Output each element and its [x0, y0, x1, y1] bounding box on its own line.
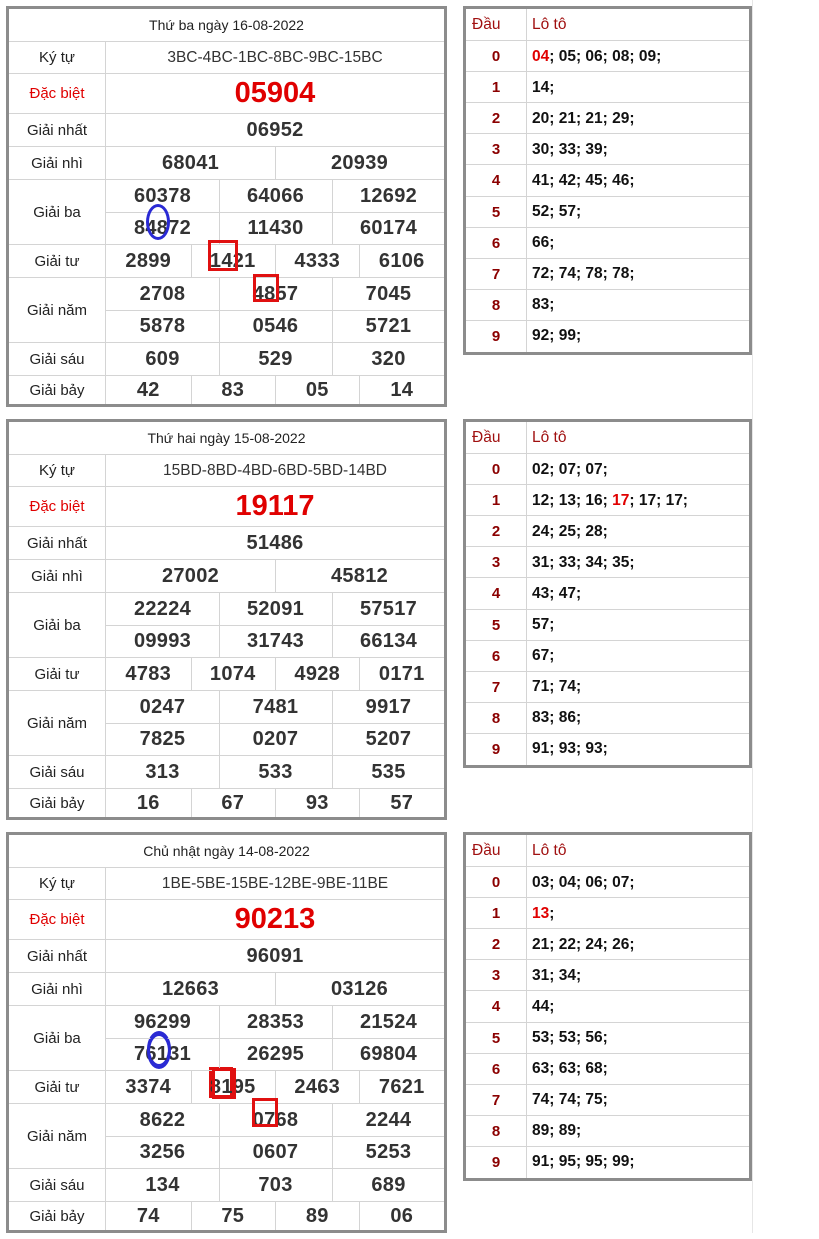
- loto-value-list: 03; 04; 06; 07;: [532, 873, 635, 891]
- series-code: 15BD-8BD-4BD-6BD-5BD-14BD: [163, 461, 387, 479]
- loto-head-digit: 8: [491, 709, 501, 727]
- special-prize-number: 19117: [235, 490, 315, 522]
- loto-column-separator: [526, 422, 527, 765]
- loto-head-digit: 2: [491, 523, 501, 541]
- draw-block: [0, 826, 819, 1239]
- loto-value-list: 83; 86;: [532, 709, 582, 727]
- sixth-prize-number: 320: [371, 347, 406, 370]
- loto-values: [532, 1147, 635, 1178]
- fifth-prize-number: 0607: [252, 1140, 299, 1163]
- loto-head-digit: 2: [491, 110, 501, 128]
- loto-values: [532, 1023, 608, 1054]
- fifth-prize-number: 5207: [365, 727, 412, 750]
- loto-special-value: 17: [612, 491, 630, 509]
- loto-head-digit: 9: [491, 740, 501, 758]
- loto-head-digit: 1: [491, 905, 501, 923]
- label-giai-nhi: Giải nhì: [31, 980, 83, 998]
- loto-values: [532, 1085, 608, 1116]
- seventh-prize-number: 74: [136, 1204, 160, 1227]
- draw-date-title: Chủ nhật ngày 14-08-2022: [143, 843, 310, 859]
- fifth-prize-number: 5721: [365, 314, 412, 337]
- third-prize-number: 09993: [133, 629, 192, 652]
- loto-column-separator: [526, 9, 527, 352]
- loto-value-list: 14;: [532, 78, 555, 96]
- result-table: [6, 419, 447, 820]
- loto-head-digit: 8: [491, 1122, 501, 1140]
- loto-head-digit: 4: [491, 172, 501, 190]
- label-ky-tu: Ký tự: [39, 875, 75, 892]
- third-prize-number: 12692: [359, 184, 418, 207]
- loto-value-list: 31; 34;: [532, 966, 582, 984]
- loto-value-list: ;: [549, 904, 555, 922]
- series-code: 3BC-4BC-1BC-8BC-9BC-15BC: [167, 48, 383, 66]
- draw-block: [0, 413, 819, 826]
- loto-table: [463, 832, 752, 1181]
- third-prize-number: 57517: [359, 597, 418, 620]
- loto-head-digit: 6: [491, 1060, 501, 1078]
- label-giai-ba: Giải ba: [33, 1029, 81, 1047]
- loto-values: [532, 41, 661, 72]
- series-code: 1BE-5BE-15BE-12BE-9BE-11BE: [161, 874, 389, 892]
- second-prize-number: 20939: [330, 151, 389, 174]
- third-prize-number: 52091: [246, 597, 305, 620]
- fourth-prize-number: 4333: [294, 249, 341, 272]
- first-prize-number: 96091: [246, 944, 304, 967]
- loto-head-digit: 4: [491, 585, 501, 603]
- draw-block: [0, 0, 819, 413]
- fourth-prize-number: 4783: [125, 662, 172, 685]
- loto-values: [532, 103, 635, 134]
- loto-value-list: 02; 07; 07;: [532, 460, 608, 478]
- loto-special-value: 13: [532, 904, 550, 922]
- draw-date-title: Thứ hai ngày 15-08-2022: [147, 430, 306, 446]
- loto-values: [532, 672, 581, 703]
- seventh-prize-number: 93: [305, 791, 329, 814]
- label-giai-nam: Giải năm: [26, 1127, 88, 1145]
- loto-values: [532, 134, 608, 165]
- loto-values: [532, 991, 554, 1022]
- fourth-prize-number: 1074: [209, 662, 256, 685]
- sixth-prize-number: 313: [145, 760, 180, 783]
- loto-value-list: 12; 13; 16;: [532, 491, 613, 509]
- loto-head-digit: 8: [491, 296, 501, 314]
- label-giai-bay: Giải bảy: [29, 794, 85, 812]
- loto-value-list: 44;: [532, 997, 555, 1015]
- label-ky-tu: Ký tự: [39, 462, 75, 479]
- seventh-prize-number: 57: [390, 791, 414, 814]
- loto-values: [532, 72, 554, 103]
- loto-value-list: 83;: [532, 296, 555, 314]
- third-prize-number: 84872: [133, 216, 192, 239]
- loto-value-list: 72; 74; 78; 78;: [532, 265, 635, 283]
- seventh-prize-number: 75: [221, 1204, 245, 1227]
- third-prize-number: 21524: [359, 1010, 418, 1033]
- loto-head-digit: 2: [491, 936, 501, 954]
- third-prize-number: 66134: [359, 629, 418, 652]
- loto-head-digit: 0: [491, 48, 501, 65]
- second-prize-number: 45812: [330, 564, 389, 587]
- loto-value-list: 21; 22; 24; 26;: [532, 935, 635, 953]
- loto-head-digit: 7: [491, 1091, 501, 1109]
- loto-values: [532, 578, 581, 609]
- loto-values: [532, 321, 581, 352]
- seventh-prize-number: 83: [221, 378, 245, 401]
- third-prize-number: 22224: [133, 597, 192, 620]
- loto-value-list: 57;: [532, 616, 555, 633]
- loto-value-list: 89; 89;: [532, 1122, 582, 1140]
- loto-value-list: ; 17; 17;: [629, 491, 688, 509]
- result-table: [6, 6, 447, 407]
- loto-values: [532, 290, 554, 321]
- second-prize-number: 12663: [161, 977, 220, 1000]
- fourth-prize-number: 7621: [378, 1075, 425, 1098]
- label-ky-tu: Ký tự: [39, 49, 75, 66]
- label-giai-nhi: Giải nhì: [31, 567, 83, 585]
- sixth-prize-number: 609: [145, 347, 180, 370]
- third-prize-number: 28353: [246, 1010, 305, 1033]
- label-giai-tu: Giải tư: [34, 1078, 80, 1096]
- loto-values: [532, 516, 608, 547]
- seventh-prize-number: 67: [221, 791, 245, 814]
- loto-head-digit: 6: [491, 234, 501, 252]
- loto-head-digit: 5: [491, 616, 501, 634]
- loto-value-list: 24; 25; 28;: [532, 522, 608, 540]
- second-prize-number: 68041: [161, 151, 220, 174]
- loto-values: [532, 1116, 581, 1147]
- loto-head-digit: 5: [491, 203, 501, 221]
- fifth-prize-number: 8622: [139, 1108, 186, 1131]
- loto-head-digit: 9: [491, 327, 501, 345]
- fourth-prize-number: 1421: [209, 249, 256, 272]
- loto-head-digit: 9: [491, 1153, 501, 1171]
- loto-head-digit: 1: [491, 492, 501, 510]
- loto-values: [532, 898, 554, 929]
- draw-date-title: Thứ ba ngày 16-08-2022: [149, 17, 304, 33]
- third-prize-number: 69804: [359, 1042, 418, 1065]
- seventh-prize-number: 89: [305, 1204, 329, 1227]
- label-giai-nhat: Giải nhất: [26, 947, 88, 965]
- first-prize-number: 51486: [246, 531, 304, 554]
- label-dac-biet: Đặc biệt: [29, 911, 85, 928]
- label-giai-bay: Giải bảy: [29, 1207, 85, 1225]
- loto-value-list: 74; 74; 75;: [532, 1091, 608, 1109]
- loto-value-list: 92; 99;: [532, 327, 582, 345]
- loto-value-list: 30; 33; 39;: [532, 140, 608, 158]
- sixth-prize-number: 134: [145, 1173, 180, 1196]
- loto-value-list: 91; 93; 93;: [532, 740, 608, 758]
- loto-values: [532, 734, 608, 765]
- sixth-prize-number: 689: [371, 1173, 406, 1196]
- sixth-prize-number: 703: [258, 1173, 293, 1196]
- fourth-prize-number: 8195: [209, 1075, 256, 1098]
- fifth-prize-number: 2244: [365, 1108, 412, 1131]
- loto-value-list: 66;: [532, 234, 555, 252]
- fifth-prize-number: 2708: [139, 282, 186, 305]
- loto-value-list: 63; 63; 68;: [532, 1060, 608, 1078]
- loto-values: [532, 259, 635, 290]
- fifth-prize-number: 3256: [139, 1140, 186, 1163]
- loto-value-list: 91; 95; 95; 99;: [532, 1153, 635, 1171]
- loto-head-digit: 3: [491, 141, 501, 159]
- loto-values: [532, 641, 554, 672]
- third-prize-number: 31743: [246, 629, 305, 652]
- loto-table: [463, 6, 752, 355]
- label-giai-nhi: Giải nhì: [31, 154, 83, 172]
- loto-value-list: 43; 47;: [532, 584, 582, 602]
- fourth-prize-number: 6106: [378, 249, 425, 272]
- loto-values: [532, 867, 635, 898]
- loto-column-separator: [526, 835, 527, 1178]
- fourth-prize-number: 3374: [125, 1075, 172, 1098]
- third-prize-number: 76131: [133, 1042, 192, 1065]
- fifth-prize-number: 7825: [139, 727, 186, 750]
- loto-value-list: 52; 57;: [532, 203, 582, 220]
- fifth-prize-number: 5253: [365, 1140, 412, 1163]
- loto-value-list: 67;: [532, 647, 555, 665]
- loto-values: [532, 547, 635, 578]
- loto-values: [532, 454, 608, 485]
- loto-table: [463, 419, 752, 768]
- seventh-prize-number: 14: [390, 378, 414, 401]
- seventh-prize-number: 42: [136, 378, 160, 401]
- loto-values: [532, 228, 554, 259]
- label-giai-ba: Giải ba: [33, 203, 81, 221]
- special-prize-number: 90213: [234, 903, 316, 935]
- fifth-prize-number: 7481: [252, 695, 299, 718]
- loto-head-digit: 4: [491, 998, 501, 1016]
- loto-value-list: 20; 21; 21; 29;: [532, 109, 635, 127]
- second-prize-number: 03126: [330, 977, 389, 1000]
- sixth-prize-number: 529: [258, 347, 293, 370]
- label-dac-biet: Đặc biệt: [29, 85, 85, 102]
- loto-value-list: 71; 74;: [532, 678, 582, 696]
- label-giai-nhat: Giải nhất: [26, 121, 88, 139]
- loto-head-digit: 0: [491, 461, 501, 478]
- loto-head-digit: 3: [491, 967, 501, 985]
- loto-header-loto: Lô tô: [532, 841, 567, 859]
- fifth-prize-number: 9917: [365, 695, 412, 718]
- loto-head-digit: 7: [491, 678, 501, 696]
- special-prize-number: 05904: [234, 77, 316, 109]
- label-giai-tu: Giải tư: [34, 252, 80, 270]
- fourth-prize-number: 0171: [378, 662, 425, 685]
- sixth-prize-number: 533: [258, 760, 293, 783]
- loto-values: [532, 929, 635, 960]
- seventh-prize-number: 05: [305, 378, 329, 401]
- fifth-prize-number: 7045: [365, 282, 412, 305]
- third-prize-number: 96299: [133, 1010, 192, 1033]
- loto-head-digit: 0: [491, 874, 501, 891]
- fifth-prize-number: 5878: [139, 314, 186, 337]
- loto-head-digit: 6: [491, 647, 501, 665]
- third-prize-number: 60174: [359, 216, 418, 239]
- result-table: [6, 832, 447, 1233]
- loto-header-loto: Lô tô: [532, 428, 567, 446]
- seventh-prize-number: 06: [390, 1204, 414, 1227]
- loto-values: [532, 703, 581, 734]
- loto-head-digit: 5: [491, 1029, 501, 1047]
- label-giai-nam: Giải năm: [26, 714, 88, 732]
- loto-value-list: 53; 53; 56;: [532, 1029, 608, 1046]
- label-giai-sau: Giải sáu: [29, 763, 85, 781]
- loto-values: [532, 485, 688, 516]
- seventh-prize-number: 16: [136, 791, 160, 814]
- label-giai-sau: Giải sáu: [29, 1176, 85, 1194]
- fourth-prize-number: 2463: [294, 1075, 341, 1098]
- label-giai-tu: Giải tư: [34, 665, 80, 683]
- loto-values: [532, 960, 581, 991]
- loto-value-list: 41; 42; 45; 46;: [532, 171, 635, 189]
- label-giai-bay: Giải bảy: [29, 381, 85, 399]
- fifth-prize-number: 0546: [252, 314, 299, 337]
- loto-value-list: 31; 33; 34; 35;: [532, 553, 635, 571]
- loto-values: [532, 610, 554, 641]
- fifth-prize-number: 4857: [252, 282, 299, 305]
- sixth-prize-number: 535: [371, 760, 406, 783]
- loto-header-dau: Đầu: [472, 428, 501, 446]
- loto-head-digit: 1: [491, 79, 501, 97]
- third-prize-number: 60378: [133, 184, 192, 207]
- loto-head-digit: 3: [491, 554, 501, 572]
- label-giai-ba: Giải ba: [33, 616, 81, 634]
- first-prize-number: 06952: [246, 118, 304, 141]
- fourth-prize-number: 4928: [294, 662, 341, 685]
- label-giai-sau: Giải sáu: [29, 350, 85, 368]
- third-prize-number: 11430: [247, 216, 304, 239]
- label-giai-nhat: Giải nhất: [26, 534, 88, 552]
- fifth-prize-number: 0768: [252, 1108, 299, 1131]
- label-dac-biet: Đặc biệt: [29, 498, 85, 515]
- third-prize-number: 64066: [246, 184, 305, 207]
- loto-header-dau: Đầu: [472, 15, 501, 33]
- second-prize-number: 27002: [161, 564, 220, 587]
- label-giai-nam: Giải năm: [26, 301, 88, 319]
- third-prize-number: 26295: [246, 1042, 305, 1065]
- loto-value-list: ; 05; 06; 08; 09;: [549, 47, 662, 65]
- loto-values: [532, 165, 635, 196]
- loto-special-value: 04: [532, 47, 550, 65]
- loto-head-digit: 7: [491, 265, 501, 283]
- loto-values: [532, 197, 581, 228]
- loto-header-dau: Đầu: [472, 841, 501, 859]
- fourth-prize-number: 2899: [125, 249, 172, 272]
- fifth-prize-number: 0247: [139, 695, 186, 718]
- loto-header-loto: Lô tô: [532, 15, 567, 33]
- loto-values: [532, 1054, 608, 1085]
- fifth-prize-number: 0207: [252, 727, 299, 750]
